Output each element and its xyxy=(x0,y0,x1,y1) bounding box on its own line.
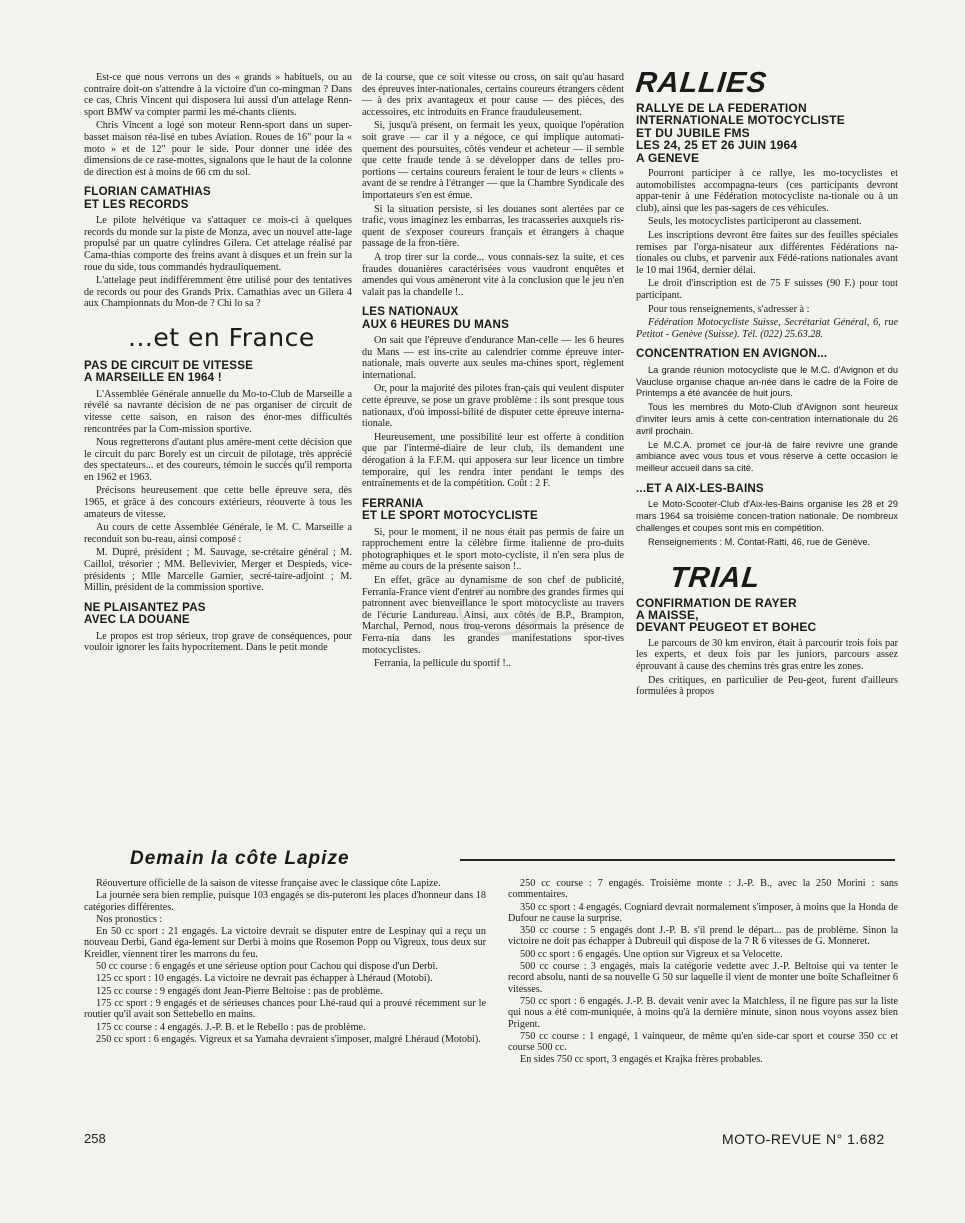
article-paragraph: Ferrania, la pellicule du sportif !.. xyxy=(374,658,511,670)
lapize-paragraph: 500 cc sport : 6 engagés. Une option sur Vigreux et sa Velocette. xyxy=(520,948,783,960)
article-paragraph: Si la situation persiste, si les douanes sont alertées par ce trafic, vous imaginez les embarras, les tracasseries auxquels ris-quent de s'exposer coureurs français et étrangers à chaque passage de la fron-tière. xyxy=(362,203,624,250)
lapize-paragraph: 50 cc course : 6 engagés et une sérieuse option pour Cachou qui dispose d'un Derbi. xyxy=(96,961,438,973)
lapize-paragraph: 175 cc course : 4 engagés. J.-P. B. et le Rebello : pas de problème. xyxy=(96,1021,366,1033)
heading-line: LES 24, 25 ET 26 JUIN 1964 xyxy=(636,138,798,153)
heading-line: RALLYE DE LA FEDERATION xyxy=(636,101,807,115)
lapize-paragraph: La journée sera bien remplie, puisque 103 engagés se dis-puteront les places d'honneur dans 18 catégories différentes. xyxy=(84,890,486,913)
article-paragraph: Le Moto-Scooter-Club d'Aix-les-Bains organise les 28 et 29 mars 1964 sa troisième concen-tration nationale. De nombreux challenges et coupes sont mis en compétition. xyxy=(636,499,898,533)
article-paragraph: Le M.C.A. promet ce jour-là de faire revivre une grande ambiance avec vous tous et vous réserve à cette occasion le meilleur accueil dans sa cité. xyxy=(636,439,898,474)
heading-line: DEVANT PEUGEOT ET BOHEC xyxy=(636,620,817,635)
title-rule xyxy=(460,859,895,861)
rallye-heading xyxy=(636,102,898,164)
trial-heading xyxy=(636,597,898,634)
heading-line: NE PLAISANTEZ PAS xyxy=(84,600,206,614)
lapize-column-right xyxy=(508,878,898,1067)
article-paragraph: Des critiques, en particulier de Peu-geot, furent d'ailleurs formulées à propos xyxy=(636,674,898,698)
heading-line: A MARSEILLE EN 1964 ! xyxy=(84,371,222,385)
trial-section-logo: TRIAL xyxy=(668,561,763,594)
douane-heading xyxy=(84,602,352,627)
rallies-section-logo: RALLIES xyxy=(634,67,769,99)
lapize-paragraph: 250 cc course : 7 engagés. Troisième monte : J.-P. B., avec la 250 Morini : sans commentaires. xyxy=(508,878,898,901)
article-paragraph: Seuls, les motocyclistes participeront au classement. xyxy=(648,216,862,228)
article-paragraph: Pour tous renseignements, s'adresser à : xyxy=(648,303,810,315)
article-paragraph: de la course, que ce soit vitesse ou cross, on sait qu'au hasard des épreuves inter-nationales, certains coureurs étrangers cèdent — à des prix avantageux et pour cause — des pièces, des accessoires, etc introduits en France frauduleusement. xyxy=(362,72,624,118)
article-paragraph: Pourront participer à ce rallye, les mo-tocyclistes et automobilistes accompagna-teurs (ces participants devront appar-tenir à une Fédération motocycliste na-tionale ou à un club), ainsi que les pas-sagers de ces véhicules. xyxy=(636,168,898,214)
magazine-issue: MOTO-REVUE N° 1.682 xyxy=(722,1131,885,1147)
article-paragraph: Si, jusqu'à présent, on fermait les yeux, quoique l'opération soit grave — car il y a négoce, ce qui implique automati-quement des poursuites, côtés vendeur et acheteur — il semble que cette fraude tende à se développer dans de telles pro-portions — certains coureurs feraient le tour de leurs « clients » avant de se rendre à l'étranger — que la Chambre Syndicale des importateurs s'en est émue. xyxy=(362,120,624,201)
article-paragraph: M. Dupré, président ; M. Sauvage, se-crétaire général ; M. Caillol, trésorier ; MM. Bellevivier, Merger et Despieds, vice-présidents ; Mlle Marcelle Garnier, secré-taire-adjoint ; M. Millin, président de la commission sportive. xyxy=(84,547,352,594)
article-paragraph: Le propos est trop sérieux, trop grave de conséquences, pour vouloir ignorer les faits hypocritement. Dans le petit monde xyxy=(84,630,352,654)
lapize-paragraph: En 50 cc sport : 21 engagés. La victoire devrait se disputer entre de Lespinay qui a reçu un nouveau Derbi, Gand éga-lement sur Derbi à moins que Rosemon Popp ou Vigreux, tous deux sur Kreidler, viennent tirer les marrons du feu. xyxy=(84,926,486,960)
column-1 xyxy=(84,72,352,656)
article-paragraph: Nous regretterons d'autant plus amère-ment cette décision que le circuit du parc Borely est un circuit de pilotage, très apprécié des spectateurs... et des coureurs, témoin le succès qu'il remporta en 1962 et 1963. xyxy=(84,437,352,483)
lapize-paragraph: 125 cc course : 9 engagés dont Jean-Pierre Beltoise : pas de problème. xyxy=(96,985,383,997)
article-paragraph: Or, pour la majorité des pilotes fran-çais qui veulent disputer cette épreuve, se pose un grave problème : ils sont presque tous nationaux, d'où impossi-bilité de disputer cette épreuve interna-tionale. xyxy=(362,383,624,430)
lapize-title: Demain la côte Lapize xyxy=(130,848,350,869)
article-paragraph: Si, pour le moment, il ne nous était pas permis de faire un rapprochement entre la célèbre firme italienne de pro-duits photographiques et le sport moto-cycliste, il n'en sera plus de même au cours de la présente saison !.. xyxy=(362,526,624,573)
address-text: Fédération Motocycliste Suisse, Secrétariat Général, 6, rue Petitot - Genève (Suisse). Tél. (022) 25.63.28. xyxy=(636,317,898,340)
ferrania-heading xyxy=(362,498,624,523)
intro-paragraph: Est-ce que nous verrons un des « grands » habituels, ou au contraire doit-on s'attendre à la victoire d'un co-mingman ? Dans ce cas, Chris Vincent qui disposera lui aussi d'un attelage Renn-sport BMW va compter parmi les mé-chants clients. xyxy=(84,72,352,118)
heading-line: A MAISSE, xyxy=(636,607,699,622)
lapize-paragraph: 350 cc sport : 4 engagés. Cogniard devrait normalement s'imposer, à moins que la Honda de Dufour ne cause la surprise. xyxy=(508,901,898,924)
heading-line: INTERNATIONALE MOTOCYCLISTE xyxy=(636,113,845,128)
article-paragraph: Heureusement, une possibilité leur est offerte à condition que par l'intermé-diaire de leur club, ils demandent une dérogation à la F.F.M. qui apposera sur leur licence un timbre temporaire, qui les rendra inter pendant le temps des entraînements et de la compétition. Coût : 2 F. xyxy=(362,431,624,490)
article-paragraph: Au cours de cette Assemblée Générale, le M. C. Marseille a reconduit son bu-reau, ainsi composé : xyxy=(84,522,352,545)
camathias-heading xyxy=(84,186,352,211)
lapize-paragraph: 125 cc sport : 10 engagés. La victoire ne devrait pas échapper à Lhéraud (Motobi). xyxy=(96,973,433,985)
heading-line: FLORIAN CAMATHIAS xyxy=(84,185,211,199)
lapize-paragraph: 250 cc sport : 6 engagés. Vigreux et sa Yamaha devraient s'imposer, malgré Lhéraud (Motobi). xyxy=(96,1033,481,1045)
lapize-paragraph: 750 cc sport : 6 engagés. J.-P. B. devait venir avec la Matchless, il ne figure pas sur la liste qui nous a été com-muniquée, à moins qu'à la dernière minute, sinon nous voyons assez bien Prigent. xyxy=(508,995,898,1030)
lapize-paragraph: 500 cc course : 3 engagés, mais la catégorie vedette avec J.-P. Beltoise qui va tenter le record absolu, nanti de sa nouvelle G 50 sur laquelle il vient de monter une boîte Schafleitner 6 vitesses. xyxy=(508,961,898,995)
avignon-heading: CONCENTRATION EN AVIGNON... xyxy=(636,347,828,361)
rallye-address xyxy=(636,317,898,340)
article-paragraph: Renseignements : M. Contat-Ratti, 46, rue de Genève. xyxy=(648,536,871,547)
intro-paragraph: Chris Vincent a logé son moteur Renn-sport dans un super-basset maison réa-lisé en tubes Aviation. Roues de 16" pour la « moto » et de 12" pour le side. Pour donner une idée des dimensions de ce rase-mottes, signalons que le haut de la colonne de direction est à moins de 66 cm du sol. xyxy=(84,120,352,178)
heading-line: AVEC LA DOUANE xyxy=(84,613,190,627)
column-3 xyxy=(634,67,898,700)
article-paragraph: L'Assemblée Générale annuelle du Mo-to-Club de Marseille a révélé sa navrante décision de ne pas organiser de circuit de vitesse cette saison, en raison des énor-mes difficultés rencontrées par la Com-mission sportive. xyxy=(84,388,352,435)
lapize-paragraph: Réouverture officielle de la saison de vitesse française avec le classique côte Lapize. xyxy=(96,878,441,889)
article-paragraph: Précisons heureusement que cette belle épreuve sera, dès 1965, et grâce à des concours extérieurs, réouverte à tous les amateurs de vitesse. xyxy=(84,485,352,520)
aix-heading: ...ET A AIX-LES-BAINS xyxy=(636,481,764,495)
heading-line: ET DU JUBILE FMS xyxy=(636,125,750,140)
article-paragraph: Tous les membres du Moto-Club d'Avignon sont heureux d'inviter leurs amis à cette con-centration internationale du 26 avril prochain. xyxy=(636,402,898,436)
heading-line: A GENEVE xyxy=(636,150,700,165)
lapize-paragraph: Nos pronostics : xyxy=(96,913,163,925)
article-paragraph: A trop tirer sur la corde... vous connais-sez la suite, et ces fraudes douanières caractérisées vous vaudront enquêtes et amendes qui vous amèneront vite à la conclusion que le jeu n'en valait pas la chandelle !.. xyxy=(362,251,624,298)
heading-line: ET LE SPORT MOTOCYCLISTE xyxy=(362,509,538,523)
heading-line: LES NATIONAUX xyxy=(362,305,459,319)
lapize-paragraph: 750 cc course : 1 engagé, 1 vainqueur, de même qu'en side-car sport et course 350 cc et course 500 cc. xyxy=(508,1030,898,1054)
article-paragraph: Le pilote helvétique va s'attaquer ce mois-ci à quelques records du monde sur la piste de Monza, avec un nouvel atte-lage propulsé par un quatre cylindres Gilera. Cet attelage réalisé par Cama-thias comporte des freins avant à disques et un frein sur la roue du side, tous commandés hydrauliquement. xyxy=(84,215,352,273)
lapize-column-left xyxy=(84,878,486,1046)
marseille-heading xyxy=(84,360,352,385)
article-paragraph: Le parcours de 30 km environ, était à parcourir trois fois par les experts, et deux fois par les juniors, parcours assez éprouvant à cause des chemins très gras entre les zones. xyxy=(636,637,898,672)
faint-stamp-icon xyxy=(455,580,545,640)
article-paragraph: La grande réunion motocycliste que le M.C. d'Avignon et du Vaucluse organise chaque an-née dans le cadre de la Foire de Printemps a été avancée de huit jours. xyxy=(636,364,898,399)
heading-line: ET LES RECORDS xyxy=(84,197,189,211)
article-paragraph: Le droit d'inscription est de 75 F suisses (90 F.) pour tout participant. xyxy=(636,278,898,301)
nationaux-heading xyxy=(362,306,624,331)
heading-line: CONFIRMATION DE RAYER xyxy=(636,595,797,610)
article-paragraph: Les inscriptions devront être faites sur des feuilles spéciales remises par l'orga-nisateur aux différentes Fédérations na-tionales ou clubs, et parvenir aux Fédé-rations nationales avant le 10 mai 1964, dernier délai. xyxy=(636,230,898,276)
heading-line: FERRANIA xyxy=(362,496,424,510)
page-number: 258 xyxy=(84,1131,106,1146)
lapize-paragraph: En sides 750 cc sport, 3 engagés et Krajka frères probables. xyxy=(520,1054,763,1066)
france-section-title: ...et en France xyxy=(128,322,315,352)
heading-line: AUX 6 HEURES DU MANS xyxy=(362,317,510,331)
lapize-title-row xyxy=(130,846,895,876)
heading-line: PAS DE CIRCUIT DE VITESSE xyxy=(84,358,254,372)
article-paragraph: L'attelage peut indifféremment être utilisé pour des tentatives de records ou pour des Grands Prix. Camathias avec un Gilera 4 aux Championnats du Mon-de ? Chi lo sa ? xyxy=(84,275,352,310)
article-paragraph: En effet, grâce au dynamisme de son chef de publicité, Ferrania-France vient d'entrer au nombre des grandes firmes qui patronnent avec bienveillance le sport motocycliste au travers de l'écurie Landureau. Ainsi, aux côtés de B.P., Brampton, Marchal, Pernod, nous trou-verons désormais la présence de Ferra-nia dans les grandes manifestations spor-tives motocyclistes. xyxy=(362,575,624,656)
lapize-paragraph: 175 cc sport : 9 engagés et de sérieuses chances pour Lhé-raud qui a prouvé récemment sur le routier qu'il avait son Settebello en mains. xyxy=(84,997,486,1021)
lapize-paragraph: 350 cc course : 5 engagés dont J.-P. B. s'il prend le départ... pas de problème. Sinon la victoire ne doit pas échapper à Dubreuil qui dispose de la 7 R 6 vitesses de G. Monneret. xyxy=(508,925,898,948)
article-paragraph: On sait que l'épreuve d'endurance Man-celle — les 6 heures du Mans — est ins-crite au calendrier comme épreuve inter-nationale, mais ouverte aux seules ma-chines sport, règlement international. xyxy=(362,335,624,381)
